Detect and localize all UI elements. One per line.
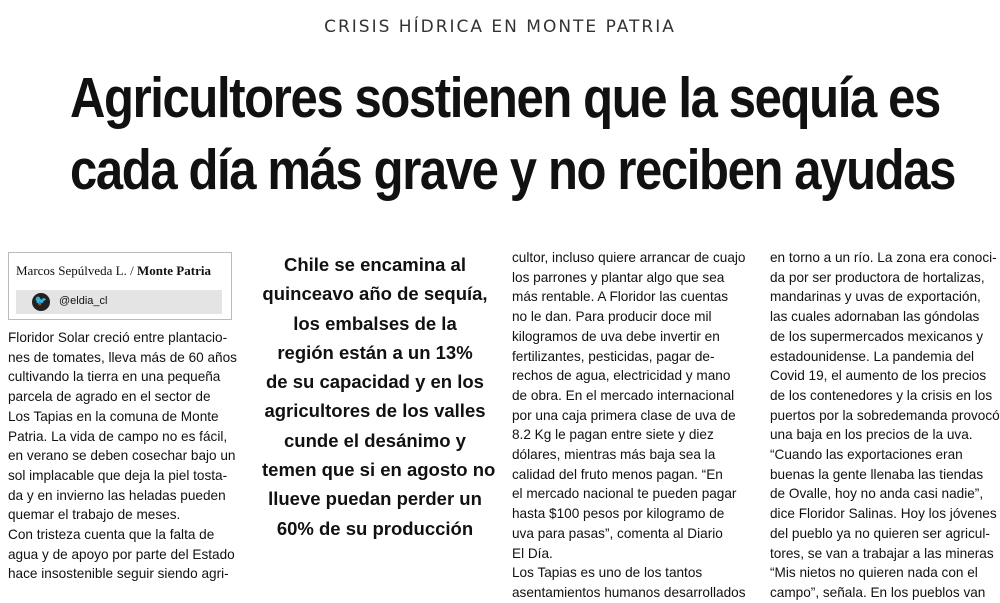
text-line: hasta $100 pesos por kilogramo de (512, 506, 725, 522)
text-line: de los contenedores y la crisis en los (770, 387, 993, 403)
section-kicker: CRISIS HÍDRICA EN MONTE PATRIA (324, 17, 676, 37)
pull-quote-line: cunde el desánimo y (284, 429, 466, 451)
byline-author: Marcos Sepúlveda L. / (16, 263, 134, 278)
text-line: de Ovalle, hoy no anda casi nadie”, (770, 486, 984, 502)
text-line: cultivando la tierra en una pequeña (8, 369, 221, 385)
text-line: Floridor Solar creció entre plantacio- (8, 330, 228, 345)
text-line: más rentable. A Floridor las cuentas (512, 289, 729, 305)
text-line: parcela de agrado en el sector de (8, 389, 211, 405)
article-column-2 (512, 248, 744, 603)
text-line: Los Tapias en la comuna de Monte (8, 408, 219, 424)
text-line: dice Floridor Salinas. Hoy los jóvenes (770, 506, 997, 522)
text-line: buenas la gente llenaba las tiendas (770, 466, 984, 482)
text-line: agua y de apoyo por parte del Estado (8, 546, 235, 562)
text-line: quemar el trabajo de meses. (8, 507, 181, 523)
text-line: uva para pasas”, comenta al Diario (512, 525, 723, 541)
text-line: fertilizantes, pesticidas, pagar de- (512, 348, 715, 364)
text-line: “Mis nietos no quieren nada con el (770, 565, 978, 581)
headline (70, 62, 955, 206)
pull-quote-line: 60% de su producción (276, 517, 474, 539)
text-line: sol implacable que deja la piel tosta- (8, 467, 228, 483)
social-handle-bar (16, 290, 222, 314)
text-line: dólares, mientras más baja sea la (512, 447, 716, 463)
text-line: el mercado nacional te pueden pagar (512, 486, 737, 502)
pull-quote-line: temen que si en agosto no (262, 459, 496, 481)
text-line: campo”, señala. En los pueblos van (770, 584, 986, 600)
pull-quote-line: de su capacidad y en los (266, 371, 484, 393)
text-line: cultor, incluso quiere arrancar de cuajo (512, 250, 746, 265)
text-line: mandarinas y uvas de exportación, (770, 289, 981, 305)
twitter-handle: @eldia_cl (59, 295, 108, 307)
text-line: Patria. La vida de campo no es fácil, (8, 428, 228, 444)
text-line: por una caja primera clase de uva de (512, 407, 736, 423)
text-line: nes de tomates, lleva más de 60 años (8, 349, 237, 365)
pull-quote-line: agricultores de los valles (264, 400, 486, 422)
text-line: de los supermercados mexicanos y (770, 328, 984, 344)
text-line: en torno a un río. La zona era conoci- (770, 250, 997, 265)
twitter-bird-icon: 🐦 (32, 293, 50, 311)
pull-quote-line: llueve puedan perder un (268, 488, 482, 510)
text-line: hace insostenible seguir siendo agri- (8, 566, 229, 582)
byline-location: Monte Patria (136, 263, 211, 278)
text-line: no le dan. Para producir doce mil (512, 309, 712, 325)
pull-quote-line: los embalses de la (293, 312, 457, 334)
text-line: del pueblo ya no quieren ser agricul- (770, 525, 990, 541)
text-line: las cuales adornaban las góndolas (770, 309, 980, 325)
text-line: kilogramos de uva debe invertir en (512, 328, 720, 344)
text-line: rechos de agua, electricidad y mano (512, 368, 731, 384)
text-line: da por ser productora de hortalizas, (770, 269, 985, 285)
text-line: los parrones y plantar algo que sea (512, 269, 725, 285)
text-line: 8.2 Kg le pagan entre siete y diez (512, 427, 714, 443)
text-line: puertos por la sobredemanda provocó (770, 407, 1000, 423)
text-line: Covid 19, el aumento de los precios (770, 368, 987, 384)
text-line: “Cuando las exportaciones eran (770, 447, 963, 463)
text-line: estadounidense. La pandemia del (770, 348, 975, 364)
text-line: asentamientos humanos desarrollados (512, 584, 746, 600)
pull-quote-line: quinceavo año de sequía, (262, 283, 488, 305)
byline-box (8, 252, 232, 320)
headline-line: cada día más grave y no reciben ayudas (70, 138, 955, 202)
text-line: calidad del fruto menos pagan. “En (512, 466, 723, 482)
pull-quote (262, 250, 496, 543)
text-line: El Día. (512, 545, 553, 561)
text-line: una baja en los precios de la uva. (770, 427, 973, 443)
byline (16, 263, 211, 279)
headline-line: Agricultores sostienen que la sequía es (70, 66, 940, 130)
article-column-1 (8, 328, 237, 584)
text-line: tores, se van a trabajar a las mineras (770, 545, 994, 561)
text-line: Los Tapias es uno de los tantos (512, 565, 703, 581)
text-line: Con tristeza cuenta que la falta de (8, 527, 215, 543)
article-column-3 (770, 248, 1000, 603)
text-line: da y en invierno las heladas pueden (8, 487, 226, 503)
pull-quote-line: región están a un 13% (277, 341, 473, 363)
text-line: en verano se deben cosechar bajo un (8, 448, 236, 464)
pull-quote-line: Chile se encamina al (283, 254, 466, 275)
text-line: de obra. En el mercado internacional (512, 387, 735, 403)
